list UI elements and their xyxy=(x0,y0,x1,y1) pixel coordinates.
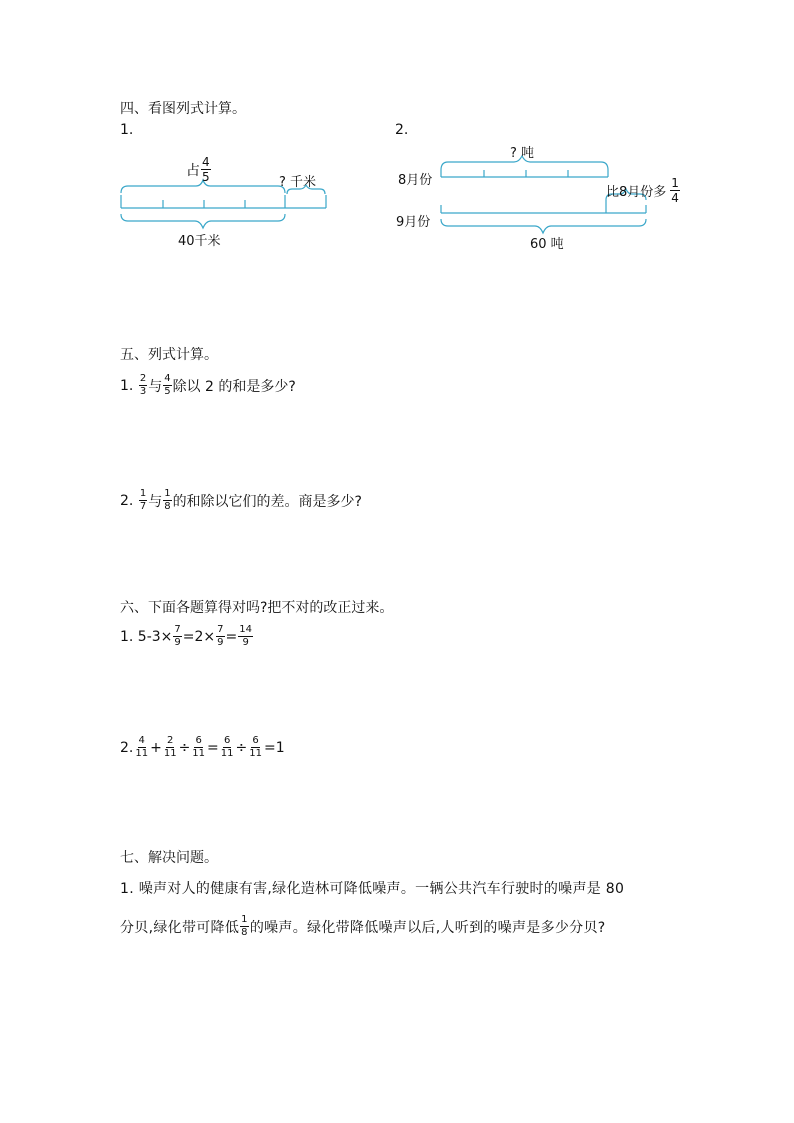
fraction: $\frac{6}{11}$ xyxy=(220,735,234,759)
fraction: $\frac{2}{3}$ xyxy=(139,373,147,397)
section6-q2 xyxy=(120,736,285,759)
fraction: $\frac{7}{9}$ xyxy=(174,624,181,648)
fraction: $\frac{14}{9}$ xyxy=(239,624,252,648)
operator: ÷ xyxy=(235,739,248,756)
text: 分贝,绿化带可降低 xyxy=(120,919,240,936)
fraction: $\frac{1}{4}$ xyxy=(671,176,679,205)
operator: = xyxy=(207,739,219,756)
text: 1. 5-3× xyxy=(120,628,173,645)
fraction: $\frac{7}{9}$ xyxy=(217,624,224,648)
diagram2-sep-label: 9月份 xyxy=(396,215,431,230)
text: 与 xyxy=(148,378,163,395)
fraction: $\frac{1}{8}$ xyxy=(164,488,171,512)
fraction: $\frac{4}{5}$ xyxy=(202,155,210,184)
section7-title: 七、解决问题。 xyxy=(120,850,218,866)
section7-q1-line2 xyxy=(120,915,606,938)
section6-title: 六、下面各题算得对吗?把不对的改正过来。 xyxy=(120,600,394,616)
section5-q2 xyxy=(120,489,362,512)
question-number: 1. xyxy=(120,377,134,394)
diagram2-aug-label: 8月份 xyxy=(398,173,433,188)
section4-q2-number: 2. xyxy=(395,122,409,138)
diagram2-bottom-label: 60 吨 xyxy=(530,237,564,252)
fraction: $\frac{4}{11}$ xyxy=(135,735,149,759)
fraction: $\frac{1}{8}$ xyxy=(241,914,248,938)
fraction: $\frac{1}{7}$ xyxy=(139,488,147,512)
section4-title: 四、看图列式计算。 xyxy=(120,101,246,117)
diagram2-top-label: ? 吨 xyxy=(510,146,535,161)
fraction: $\frac{2}{11}$ xyxy=(163,735,177,759)
operator: + xyxy=(150,739,162,756)
diagram2-more-label xyxy=(606,177,681,204)
diagram1-bottom-label: 40千米 xyxy=(178,234,221,249)
text: 与 xyxy=(148,493,163,510)
text: =1 xyxy=(263,739,285,756)
more-label-text: 比8月份多 xyxy=(606,185,667,200)
bottom-brace xyxy=(441,219,646,233)
section6-q1 xyxy=(120,625,254,648)
text: 除以 2 的和是多少? xyxy=(172,378,296,395)
section5-q1 xyxy=(120,374,296,397)
section4-q1-number: 1. xyxy=(120,122,134,138)
section5-title: 五、列式计算。 xyxy=(120,347,218,363)
diagram1-question-label: ? 千米 xyxy=(279,175,317,190)
operator: ÷ xyxy=(178,739,191,756)
text: 的噪声。绿化带降低噪声以后,人听到的噪声是多少分贝? xyxy=(249,919,606,936)
section7-q1-line1: 1. 噪声对人的健康有害,绿化造林可降低噪声。一辆公共汽车行驶时的噪声是 80 xyxy=(120,881,625,897)
text: = xyxy=(225,628,238,645)
text: 的和除以它们的差。商是多少? xyxy=(172,493,362,510)
fraction: $\frac{4}{5}$ xyxy=(164,373,171,397)
fraction: $\frac{6}{11}$ xyxy=(249,735,262,759)
question-number: 2. xyxy=(120,492,134,509)
top-label-text: 占 xyxy=(186,162,200,179)
text: =2× xyxy=(182,628,216,645)
fraction: $\frac{6}{11}$ xyxy=(192,735,206,759)
segment-diagram-2 xyxy=(0,0,794,300)
text: 2. xyxy=(120,739,134,756)
